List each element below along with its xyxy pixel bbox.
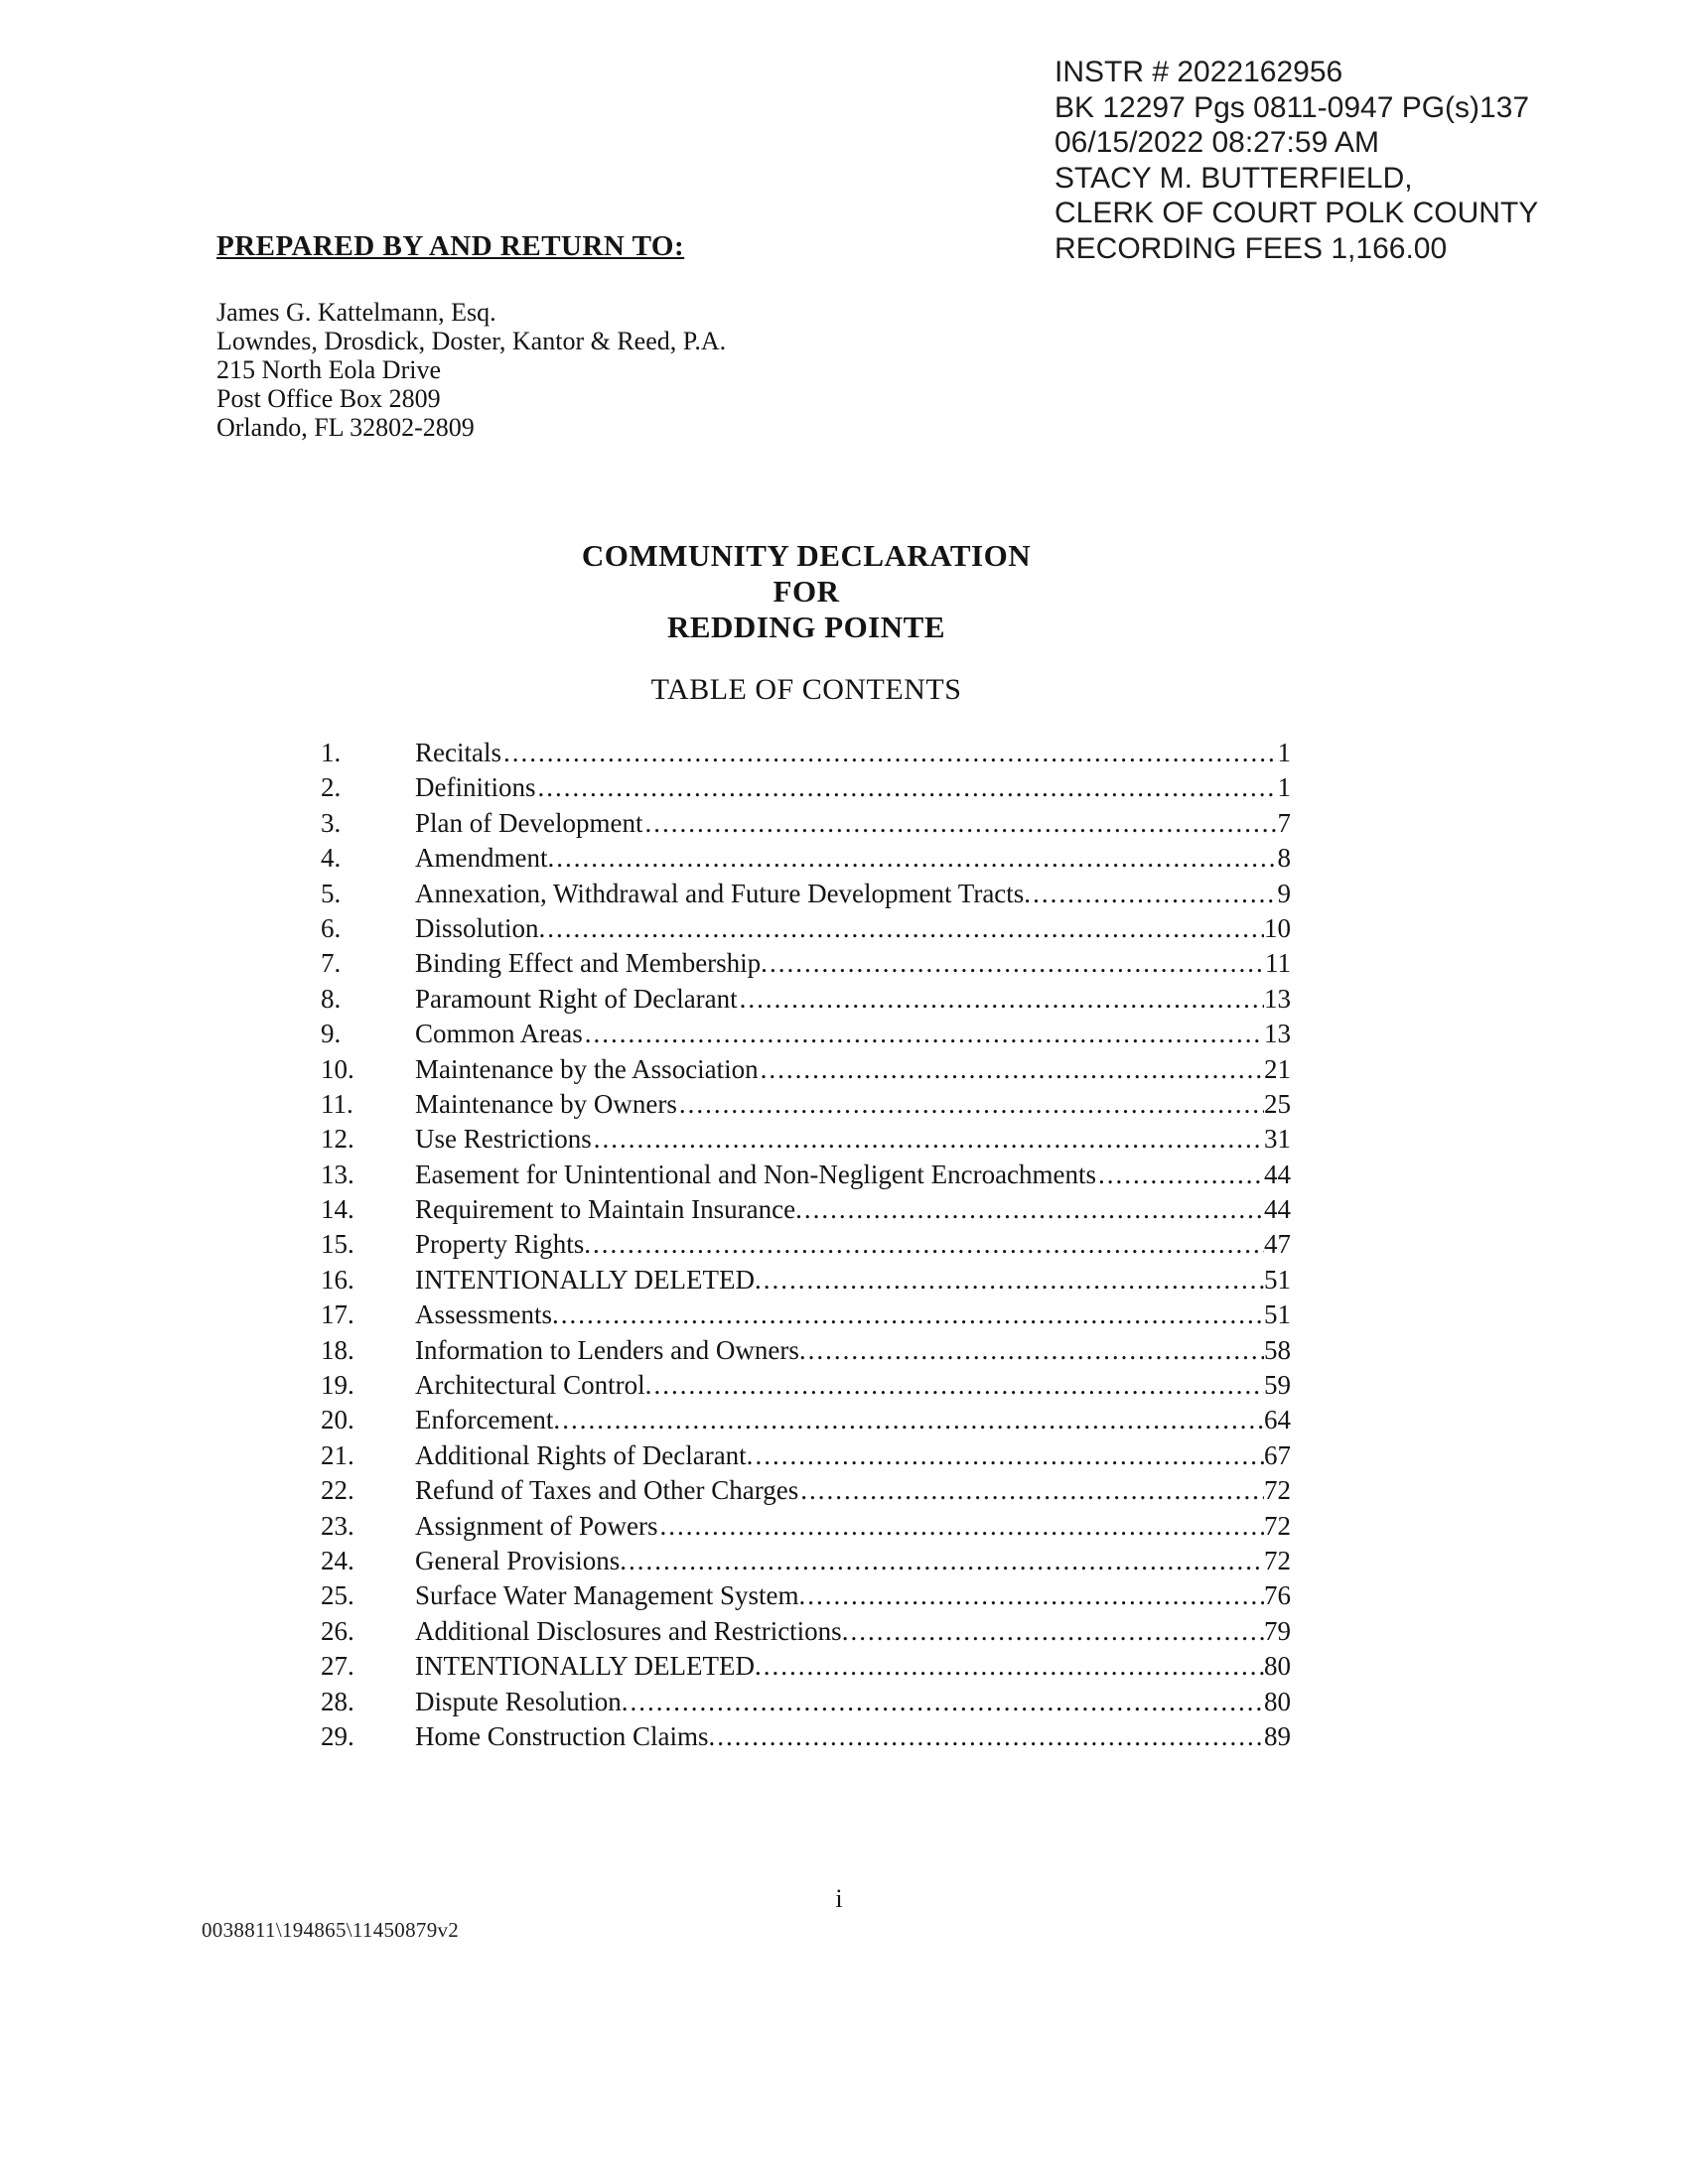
toc-dot-leader	[1033, 877, 1277, 911]
toc-entry-number: 26.	[321, 1615, 354, 1646]
toc-entry-title: Dissolution.	[415, 912, 546, 943]
document-id-footer: 0038811\194865\11450879v2	[202, 1918, 460, 1942]
toc-row	[321, 877, 1291, 911]
toc-entry-page: 21	[1264, 1053, 1291, 1084]
toc-dot-leader	[538, 770, 1278, 805]
toc-entry-number: 8.	[321, 983, 342, 1014]
toc-dot-leader	[593, 1227, 1264, 1262]
toc-entry-number: 2.	[321, 772, 342, 803]
toc-entry-title: INTENTIONALLY DELETED.	[415, 1651, 762, 1682]
toc-entry-number: 13.	[321, 1159, 354, 1189]
toc-row	[321, 911, 1291, 946]
toc-entry-number: 14.	[321, 1194, 354, 1225]
address-street: 215 North Eola Drive	[216, 355, 442, 384]
toc-entry-page: 1	[1277, 738, 1291, 767]
toc-entry-page: 89	[1264, 1720, 1291, 1751]
toc-entry-title: General Provisions.	[415, 1545, 627, 1575]
toc-entry-title: Home Construction Claims.	[415, 1720, 716, 1751]
toc-entry-page: 31	[1264, 1124, 1291, 1155]
title-line-1: COMMUNITY DECLARATION	[581, 538, 1032, 573]
toc-entry-page: 7	[1277, 807, 1291, 838]
toc-entry-page: 58	[1264, 1334, 1291, 1365]
toc-entry-page: 13	[1264, 1019, 1291, 1049]
stamp-datetime-line: 06/15/2022 08:27:59 AM	[1055, 126, 1379, 159]
toc-entry-title: Use Restrictions	[415, 1124, 592, 1155]
toc-row	[321, 1052, 1291, 1087]
toc-entry-number: 6.	[321, 912, 342, 943]
toc-row	[321, 841, 1291, 876]
toc-dot-leader	[800, 1473, 1264, 1508]
toc-entry-number: 25.	[321, 1580, 354, 1611]
toc-entry-page: 25	[1264, 1088, 1291, 1119]
toc-row	[321, 1192, 1291, 1227]
toc-dot-leader	[561, 1297, 1264, 1332]
document-title	[0, 538, 1613, 645]
toc-row	[321, 1509, 1291, 1544]
toc-row	[321, 1017, 1291, 1051]
toc-entry-title: Common Areas	[415, 1019, 583, 1049]
toc-entry-page: 72	[1264, 1545, 1291, 1575]
toc-entry-number: 20.	[321, 1405, 354, 1435]
toc-entry-title: Maintenance by the Association	[415, 1053, 759, 1084]
toc-entry-title: Additional Rights of Declarant.	[415, 1439, 754, 1470]
toc-entry-number: 11.	[321, 1088, 353, 1119]
toc-entry-title: Property Rights.	[415, 1229, 592, 1260]
toc-entry-number: 12.	[321, 1124, 354, 1155]
stamp-fees-line: RECORDING FEES 1,166.00	[1055, 231, 1448, 265]
toc-row	[321, 1438, 1291, 1473]
address-po-box: Post Office Box 2809	[216, 384, 441, 413]
toc-entry-number: 21.	[321, 1439, 354, 1470]
toc-dot-leader	[562, 1403, 1264, 1437]
toc-entry-page: 59	[1264, 1370, 1291, 1401]
toc-dot-leader	[740, 982, 1264, 1017]
toc-dot-leader	[660, 1509, 1265, 1544]
toc-entry-number: 27.	[321, 1651, 354, 1682]
table-of-contents	[321, 736, 1291, 1754]
page-number: i	[835, 1884, 843, 1913]
toc-entry-page: 44	[1264, 1194, 1291, 1225]
toc-row	[321, 946, 1291, 981]
toc-entry-page: 72	[1264, 1475, 1291, 1506]
toc-dot-leader	[764, 1263, 1264, 1297]
toc-dot-leader	[764, 1649, 1264, 1684]
toc-entry-title: Dispute Resolution.	[415, 1686, 629, 1716]
stamp-clerk-title-line: CLERK OF COURT POLK COUNTY	[1055, 197, 1539, 229]
toc-dot-leader	[808, 1333, 1264, 1368]
toc-dot-leader	[755, 1438, 1264, 1473]
toc-row	[321, 1263, 1291, 1297]
toc-entry-number: 10.	[321, 1053, 354, 1084]
toc-entry-title: Annexation, Withdrawal and Future Development Tracts.	[415, 878, 1032, 908]
toc-entry-page: 51	[1264, 1299, 1291, 1330]
toc-entry-page: 79	[1264, 1615, 1291, 1646]
toc-entry-number: 7.	[321, 948, 342, 979]
toc-dot-leader	[594, 1122, 1264, 1157]
toc-entry-number: 15.	[321, 1229, 354, 1260]
toc-entry-page: 11	[1265, 948, 1291, 979]
toc-dot-leader	[644, 806, 1277, 841]
address-firm-name: Lowndes, Drosdick, Doster, Kantor & Reed, P.A.	[216, 327, 727, 355]
toc-entry-page: 13	[1264, 983, 1291, 1014]
toc-row	[321, 736, 1291, 770]
toc-row	[321, 806, 1291, 841]
toc-entry-number: 19.	[321, 1370, 354, 1401]
toc-entry-number: 18.	[321, 1334, 354, 1365]
toc-entry-number: 1.	[321, 738, 342, 767]
toc-entry-title: Binding Effect and Membership.	[415, 948, 768, 979]
toc-row	[321, 1685, 1291, 1719]
toc-dot-leader	[717, 1719, 1264, 1754]
toc-entry-page: 51	[1264, 1264, 1291, 1295]
toc-dot-leader	[547, 911, 1264, 946]
toc-row	[321, 1087, 1291, 1122]
stamp-book-page-line: BK 12297 Pgs 0811-0947 PG(s)137	[1055, 90, 1530, 124]
toc-row	[321, 770, 1291, 805]
toc-row	[321, 1227, 1291, 1262]
toc-entry-title: Refund of Taxes and Other Charges	[415, 1475, 799, 1506]
toc-entry-page: 72	[1264, 1510, 1291, 1541]
toc-entry-title: Surface Water Management System.	[415, 1580, 806, 1611]
toc-entry-number: 9.	[321, 1019, 342, 1049]
toc-dot-leader	[556, 841, 1277, 876]
toc-entry-page: 10	[1264, 912, 1291, 943]
toc-row	[321, 1578, 1291, 1613]
toc-row	[321, 982, 1291, 1017]
toc-dot-leader	[850, 1614, 1264, 1649]
toc-entry-page: 64	[1264, 1405, 1291, 1435]
toc-entry-number: 23.	[321, 1510, 354, 1541]
toc-row	[321, 1473, 1291, 1508]
toc-dot-leader	[807, 1578, 1264, 1613]
toc-row	[321, 1544, 1291, 1578]
toc-dot-leader	[653, 1368, 1264, 1403]
toc-entry-title: Plan of Development	[415, 807, 643, 838]
toc-row	[321, 1649, 1291, 1684]
toc-entry-number: 24.	[321, 1545, 354, 1575]
address-attorney-name: James G. Kattelmann, Esq.	[216, 298, 496, 327]
toc-dot-leader	[761, 1052, 1264, 1087]
stamp-instr-line: INSTR # 2022162956	[1055, 56, 1343, 88]
toc-entry-page: 8	[1277, 843, 1291, 874]
toc-entry-title: Assessments.	[415, 1299, 559, 1330]
toc-entry-title: Requirement to Maintain Insurance.	[415, 1194, 802, 1225]
toc-entry-page: 44	[1264, 1159, 1291, 1189]
toc-entry-title: Assignment of Powers	[415, 1510, 658, 1541]
toc-entry-page: 47	[1264, 1229, 1291, 1260]
toc-row	[321, 1368, 1291, 1403]
toc-entry-page: 1	[1277, 772, 1291, 803]
return-address-block	[216, 298, 726, 442]
toc-entry-number: 22.	[321, 1475, 354, 1506]
toc-entry-number: 4.	[321, 843, 342, 874]
toc-dot-leader	[1098, 1158, 1264, 1192]
toc-row	[321, 1333, 1291, 1368]
toc-dot-leader	[631, 1685, 1265, 1719]
toc-dot-leader	[679, 1087, 1264, 1122]
toc-entry-number: 3.	[321, 807, 342, 838]
toc-row	[321, 1719, 1291, 1754]
toc-entry-title: Easement for Unintentional and Non-Negligent Encroachments	[415, 1159, 1097, 1189]
toc-entry-page: 67	[1264, 1439, 1291, 1470]
title-line-3: REDDING POINTE	[666, 610, 945, 644]
toc-entry-number: 17.	[321, 1299, 354, 1330]
address-city-state-zip: Orlando, FL 32802-2809	[216, 413, 475, 442]
toc-entry-title: Recitals	[415, 738, 501, 767]
toc-entry-page: 80	[1264, 1651, 1291, 1682]
toc-heading: TABLE OF CONTENTS	[650, 673, 962, 706]
toc-entry-title: Additional Disclosures and Restrictions.	[415, 1615, 849, 1646]
toc-row	[321, 1614, 1291, 1649]
toc-row	[321, 1122, 1291, 1157]
recording-stamp	[1055, 55, 1538, 266]
toc-entry-title: Maintenance by Owners	[415, 1088, 677, 1119]
toc-dot-leader	[585, 1017, 1264, 1051]
toc-entry-title: Enforcement.	[415, 1405, 561, 1435]
stamp-clerk-name-line: STACY M. BUTTERFIELD,	[1055, 161, 1413, 195]
toc-dot-leader	[503, 736, 1278, 770]
toc-entry-number: 16.	[321, 1264, 354, 1295]
toc-entry-title: Information to Lenders and Owners.	[415, 1334, 806, 1365]
toc-dot-leader	[770, 946, 1265, 981]
title-line-2: FOR	[773, 574, 840, 609]
toc-entry-page: 9	[1277, 878, 1291, 908]
toc-entry-title: Architectural Control.	[415, 1370, 652, 1401]
toc-entry-title: Amendment.	[415, 843, 555, 874]
toc-entry-page: 80	[1264, 1686, 1291, 1716]
toc-row	[321, 1403, 1291, 1437]
toc-entry-number: 5.	[321, 878, 342, 908]
toc-entry-number: 29.	[321, 1720, 354, 1751]
toc-dot-leader	[629, 1544, 1264, 1578]
toc-row	[321, 1297, 1291, 1332]
toc-entry-number: 28.	[321, 1686, 354, 1716]
toc-entry-title: INTENTIONALLY DELETED.	[415, 1264, 762, 1295]
toc-entry-page: 76	[1264, 1580, 1291, 1611]
prepared-by-heading: PREPARED BY AND RETURN TO:	[216, 230, 685, 262]
toc-entry-title: Definitions	[415, 772, 536, 803]
toc-entry-title: Paramount Right of Declarant	[415, 983, 738, 1014]
toc-row	[321, 1158, 1291, 1192]
toc-dot-leader	[804, 1192, 1264, 1227]
